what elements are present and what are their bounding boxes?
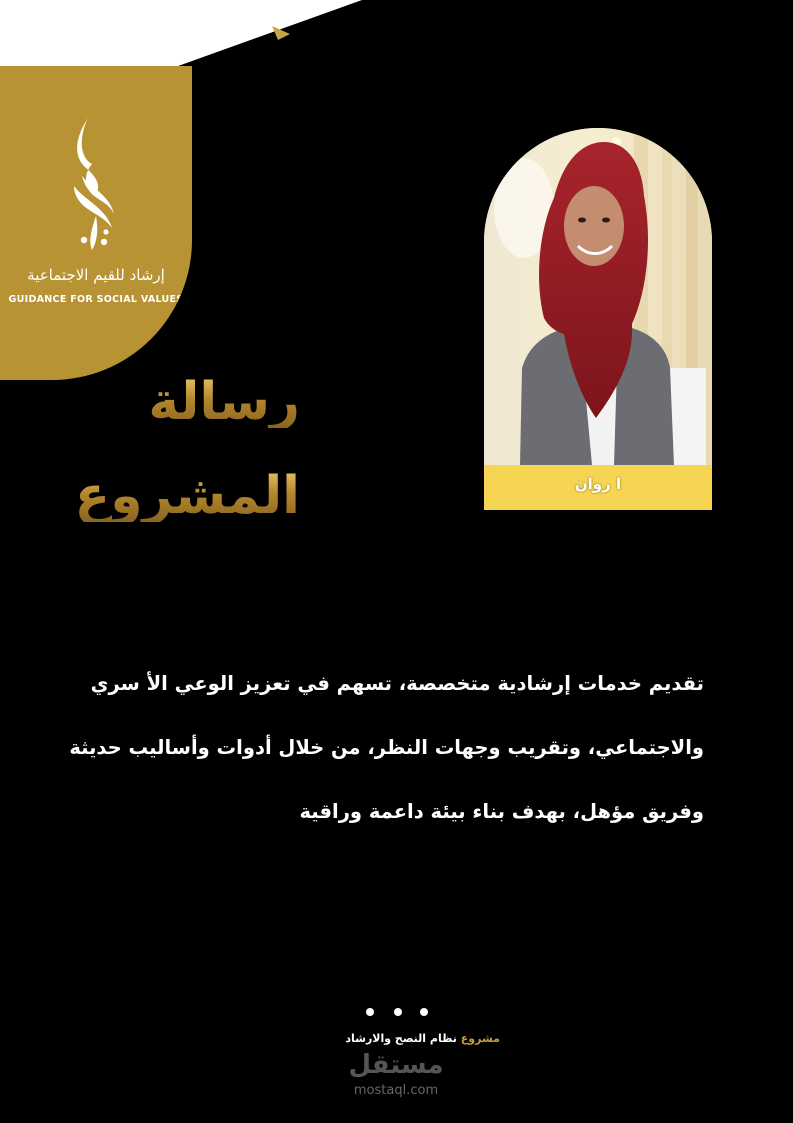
logo-badge xyxy=(0,66,192,380)
profile-photo-frame xyxy=(484,128,712,510)
footer-accent-word: مشروع xyxy=(460,1032,500,1045)
footer-project-name xyxy=(300,1032,500,1045)
logo-english-name: GUIDANCE FOR SOCIAL VALUES xyxy=(8,294,184,305)
profile-photo xyxy=(484,128,712,465)
profile-caption: ا روان xyxy=(484,465,712,510)
title-line-2: المشروع xyxy=(60,470,300,522)
watermark-latin: mostaql.com xyxy=(353,1083,439,1098)
calligraphy-logo-icon xyxy=(58,116,134,258)
dot xyxy=(394,1008,402,1016)
title-line-1: رسالة xyxy=(60,376,300,428)
mission-line-1: تقديم خدمات إرشادية متخصصة، تسهم في تعزيز الوعي الأ سري xyxy=(90,672,704,695)
dot xyxy=(366,1008,374,1016)
dot xyxy=(420,1008,428,1016)
watermark-arabic: مستقل xyxy=(348,1050,444,1080)
footer-project-title: نظام النصح والارشاد xyxy=(345,1032,457,1045)
decorative-dots xyxy=(360,1008,440,1018)
logo-arabic-name: إرشاد للقيم الاجتماعية xyxy=(27,266,165,284)
mission-line-2: والاجتماعي، وتقريب وجهات النظر، من خلال أدوات وأساليب حديثة xyxy=(69,736,704,759)
mission-line-3: وفريق مؤهل، بهدف بناء بيئة داعمة وراقية xyxy=(299,800,704,823)
mission-paragraph xyxy=(69,652,704,844)
